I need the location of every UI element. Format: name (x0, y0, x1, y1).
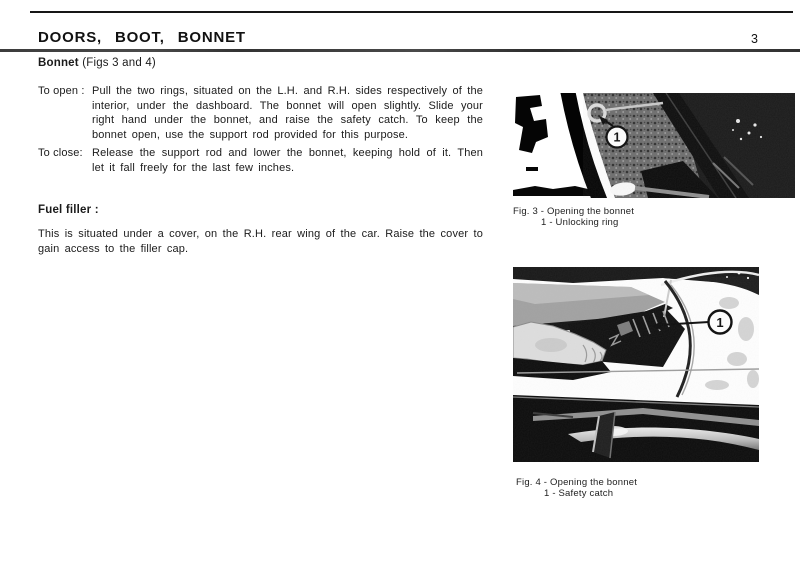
figure-4-photo (513, 267, 759, 462)
fig3-photo-svg (513, 93, 795, 198)
bonnet-heading-bold: Bonnet (38, 57, 79, 69)
fig3-caption-line2: 1 - Unlocking ring (541, 216, 619, 228)
fig4-callout-number: 1 (716, 314, 724, 330)
bonnet-heading-rest: (Figs 3 and 4) (78, 57, 156, 69)
fig4-caption-line2: 1 - Safety catch (544, 487, 614, 499)
fig3-caption-line1: Fig. 3 - Opening the bonnet (513, 206, 635, 217)
to-close-paragraph (38, 146, 483, 175)
page-title: DOORS, BOOT, BONNET (38, 29, 246, 46)
fig3-callout-number: 1 (613, 130, 621, 145)
figure-3-photo (513, 93, 795, 198)
to-open-text: Pull the two rings, situated on the L.H. and R.H. sides respectively of the interior, under the dashboard. The bonnet will open slightly. Slide your right hand under the bonnet, and raise the safety catch. To keep the bonnet open, use the support rod provided for this purpose. (92, 85, 483, 141)
to-close-label: To close: (38, 147, 83, 159)
fig4-photo-svg (513, 267, 759, 462)
page-number: 3 (751, 32, 758, 46)
fig4-caption-line1: Fig. 4 - Opening the bonnet (516, 477, 638, 488)
to-open-label: To open : (38, 85, 85, 97)
to-open-paragraph (38, 84, 483, 142)
section-heading-fuel-filler: Fuel filler : (38, 204, 99, 216)
top-rule (30, 11, 793, 13)
fuel-filler-text: This is situated under a cover, on the R.H. rear wing of the car. Raise the cover to gain access to the filler cap. (38, 228, 483, 255)
header-rule (0, 49, 800, 52)
figure-3-caption (513, 207, 634, 228)
to-close-text: Release the support rod and lower the bonnet, keeping hold of it. Then let it fall freely for the last few inches. (92, 147, 483, 174)
figure-4-caption (516, 478, 637, 499)
section-heading-bonnet (38, 57, 156, 69)
